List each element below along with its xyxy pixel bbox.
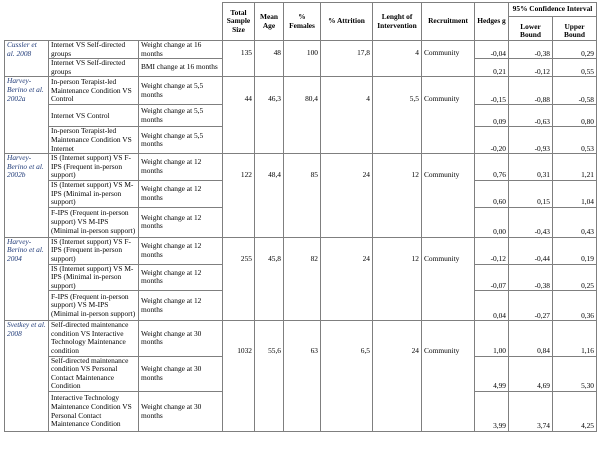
table-row	[5, 321, 597, 356]
females-cell: 63	[284, 321, 321, 432]
upper-bound-cell: 0,43	[553, 207, 597, 237]
col-upper: Upper Bound	[553, 17, 597, 41]
upper-bound-cell: 0,19	[553, 237, 597, 264]
upper-bound-cell: 0,36	[553, 291, 597, 321]
comparison-cell: IS (Internet support) VS M-IPS (Minimal in-person support)	[49, 264, 139, 291]
col-sample: Total Sample Size	[223, 3, 255, 41]
upper-bound-cell: 1,04	[553, 180, 597, 207]
table-body	[5, 41, 597, 432]
females-cell: 82	[284, 237, 321, 321]
recruitment-cell: Community	[422, 77, 475, 154]
lower-bound-cell: 0,31	[509, 154, 553, 181]
upper-bound-cell: -0,58	[553, 77, 597, 105]
comparison-cell: IS (Internet support) VS F-IPS (Frequent in-person support)	[49, 237, 139, 264]
lower-bound-cell: -0,38	[509, 264, 553, 291]
lower-bound-cell: 0,15	[509, 180, 553, 207]
comparison-cell: Internet VS Control	[49, 105, 139, 127]
study-name: Svetkey et al. 2008	[5, 321, 49, 432]
outcome-cell: Weight change at 16 months	[139, 41, 223, 59]
study-name: Harvey-Berino et al. 2002a	[5, 77, 49, 154]
sample-size-cell: 1032	[223, 321, 255, 432]
comparison-cell: In-person Terapist-led Maintenance Condition VS Control	[49, 77, 139, 105]
lower-bound-cell: 3,74	[509, 392, 553, 432]
hedges-g-cell: 0,00	[475, 207, 509, 237]
col-recruitment: Recruitment	[422, 3, 475, 41]
attrition-cell: 4	[321, 77, 373, 154]
comparison-cell: F-IPS (Frequent in-person support) VS M-IPS (Minimal in-person support)	[49, 291, 139, 321]
col-age: Mean Age	[255, 3, 284, 41]
mean-age-cell: 45,8	[255, 237, 284, 321]
length-cell: 5,5	[373, 77, 422, 154]
upper-bound-cell: 0,53	[553, 127, 597, 154]
upper-bound-cell: 1,21	[553, 154, 597, 181]
upper-bound-cell: 4,25	[553, 392, 597, 432]
comparison-cell: Internet VS Self-directed groups	[49, 41, 139, 59]
length-cell: 12	[373, 237, 422, 321]
table-row	[5, 237, 597, 264]
col-females: % Females	[284, 3, 321, 41]
lower-bound-cell: 4,69	[509, 356, 553, 391]
females-cell: 80,4	[284, 77, 321, 154]
hedges-g-cell: -0,15	[475, 77, 509, 105]
recruitment-cell: Community	[422, 237, 475, 321]
comparison-cell: F-IPS (Frequent in-person support) VS M-IPS (Minimal in-person support)	[49, 207, 139, 237]
lower-bound-cell: -0,44	[509, 237, 553, 264]
col-length: Lenght of Intervention	[373, 3, 422, 41]
hedges-g-cell: 0,60	[475, 180, 509, 207]
upper-bound-cell: 0,25	[553, 264, 597, 291]
table-row	[5, 41, 597, 59]
attrition-cell: 6,5	[321, 321, 373, 432]
length-cell: 12	[373, 154, 422, 238]
recruitment-cell: Community	[422, 154, 475, 238]
outcome-cell: Weight change at 12 months	[139, 264, 223, 291]
comparison-cell: Interactive Technology Maintenance Condition VS Personal Contact Maintenance Condition	[49, 392, 139, 432]
upper-bound-cell: 0,29	[553, 41, 597, 59]
outcome-cell: Weight change at 30 months	[139, 321, 223, 356]
lower-bound-cell: -0,12	[509, 59, 553, 77]
results-table	[4, 2, 597, 432]
lower-bound-cell: -0,93	[509, 127, 553, 154]
sample-size-cell: 255	[223, 237, 255, 321]
outcome-cell: Weight change at 12 months	[139, 154, 223, 181]
hedges-g-cell: 1,00	[475, 321, 509, 356]
outcome-cell: Weight change at 5,5 months	[139, 105, 223, 127]
lower-bound-cell: -0,38	[509, 41, 553, 59]
outcome-cell: Weight change at 5,5 months	[139, 77, 223, 105]
lower-bound-cell: -0,63	[509, 105, 553, 127]
comparison-cell: Internet VS Self-directed groups	[49, 59, 139, 77]
col-attrition: % Attrition	[321, 3, 373, 41]
sample-size-cell: 135	[223, 41, 255, 77]
recruitment-cell: Community	[422, 41, 475, 77]
females-cell: 100	[284, 41, 321, 77]
sample-size-cell: 44	[223, 77, 255, 154]
outcome-cell: Weight change at 5,5 months	[139, 127, 223, 154]
study-name: Harvey-Berino et al. 2004	[5, 237, 49, 321]
length-cell: 24	[373, 321, 422, 432]
hedges-g-cell: -0,20	[475, 127, 509, 154]
outcome-cell: Weight change at 12 months	[139, 291, 223, 321]
lower-bound-cell: -0,88	[509, 77, 553, 105]
hedges-g-cell: -0,04	[475, 41, 509, 59]
females-cell: 85	[284, 154, 321, 238]
outcome-cell: Weight change at 12 months	[139, 207, 223, 237]
study-name: Cussler et al. 2008	[5, 41, 49, 77]
outcome-cell: Weight change at 12 months	[139, 180, 223, 207]
col-lower: Lower Bound	[509, 17, 553, 41]
recruitment-cell: Community	[422, 321, 475, 432]
mean-age-cell: 46,3	[255, 77, 284, 154]
upper-bound-cell: 1,16	[553, 321, 597, 356]
comparison-cell: Self-directed maintenance condition VS Interactive Technology Maintenance condition	[49, 321, 139, 356]
header-row-top	[5, 3, 597, 17]
mean-age-cell: 48,4	[255, 154, 284, 238]
sample-size-cell: 122	[223, 154, 255, 238]
outcome-cell: BMI change at 16 months	[139, 59, 223, 77]
lower-bound-cell: -0,27	[509, 291, 553, 321]
outcome-cell: Weight change at 30 months	[139, 392, 223, 432]
table-row	[5, 154, 597, 181]
hedges-g-cell: 0,04	[475, 291, 509, 321]
hedges-g-cell: -0,07	[475, 264, 509, 291]
upper-bound-cell: 5,30	[553, 356, 597, 391]
table-row	[5, 77, 597, 105]
outcome-cell: Weight change at 12 months	[139, 237, 223, 264]
upper-bound-cell: 0,80	[553, 105, 597, 127]
hedges-g-cell: 0,21	[475, 59, 509, 77]
outcome-cell: Weight change at 30 months	[139, 356, 223, 391]
attrition-cell: 24	[321, 237, 373, 321]
mean-age-cell: 48	[255, 41, 284, 77]
col-hedges: Hedges g	[475, 3, 509, 41]
length-cell: 4	[373, 41, 422, 77]
hedges-g-cell: 4,99	[475, 356, 509, 391]
comparison-cell: In-person Terapist-led Maintenance Condition VS Internet	[49, 127, 139, 154]
hedges-g-cell: -0,12	[475, 237, 509, 264]
attrition-cell: 24	[321, 154, 373, 238]
comparison-cell: Self-directed maintenance condition VS Personal Contact Maintenance Condition	[49, 356, 139, 391]
lower-bound-cell: -0,43	[509, 207, 553, 237]
comparison-cell: IS (Internet support) VS M-IPS (Minimal in-person support)	[49, 180, 139, 207]
upper-bound-cell: 0,55	[553, 59, 597, 77]
hedges-g-cell: 0,76	[475, 154, 509, 181]
hedges-g-cell: 0,09	[475, 105, 509, 127]
comparison-cell: IS (Internet support) VS F-IPS (Frequent in-person support)	[49, 154, 139, 181]
col-ci-group: 95% Confidence Interval	[509, 3, 597, 17]
attrition-cell: 17,8	[321, 41, 373, 77]
lower-bound-cell: 0,84	[509, 321, 553, 356]
study-name: Harvey-Berino et al. 2002b	[5, 154, 49, 238]
hedges-g-cell: 3,99	[475, 392, 509, 432]
mean-age-cell: 55,6	[255, 321, 284, 432]
